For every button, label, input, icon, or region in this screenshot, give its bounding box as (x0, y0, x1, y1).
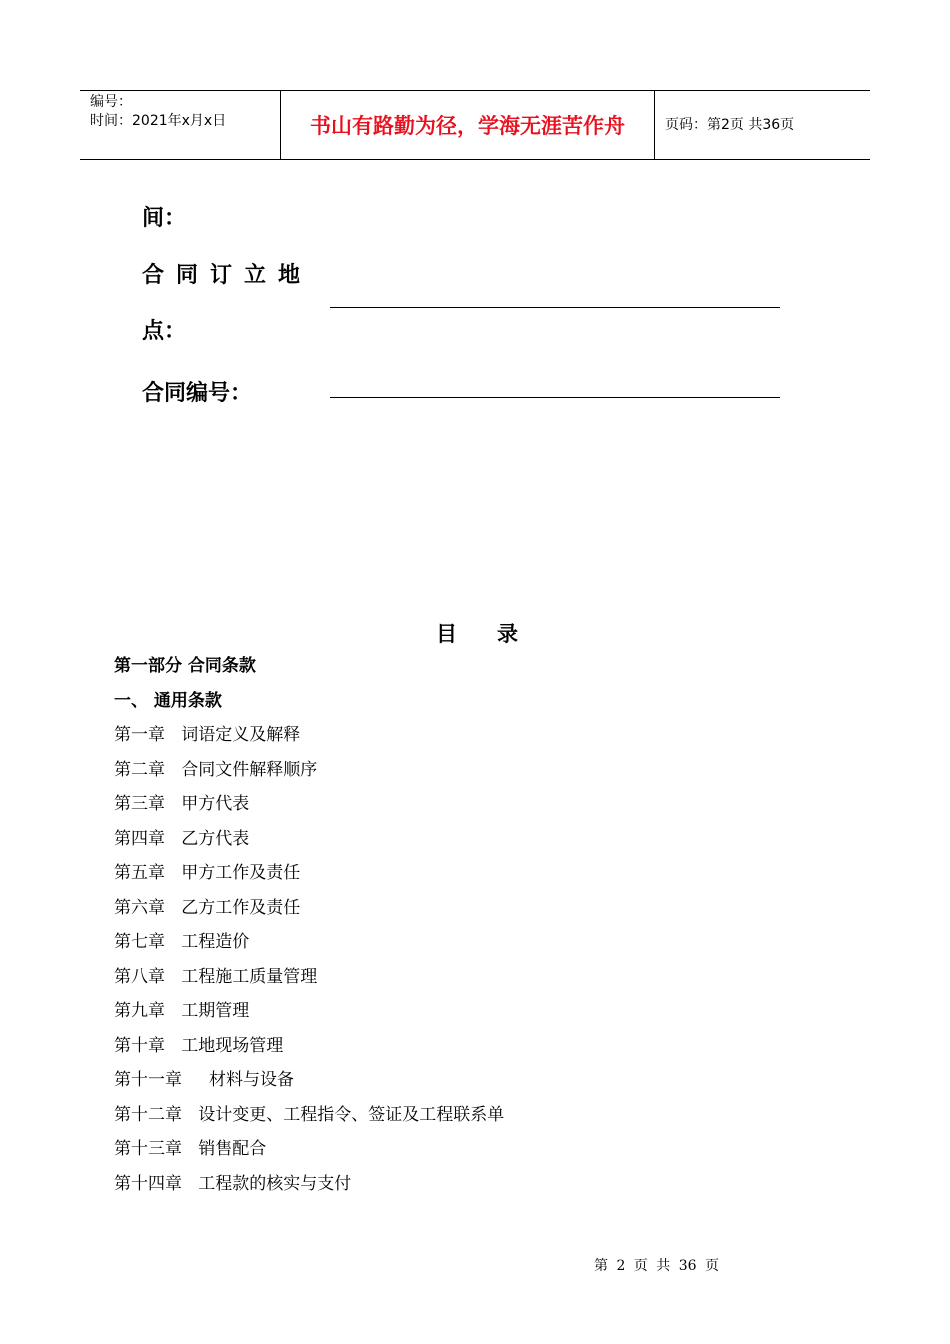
contract-number-underline (330, 397, 780, 398)
toc-chapter: 第一章 词语定义及解释 (114, 725, 301, 745)
header-motto: 书山有路勤为径，学海无涯苦作舟 (310, 113, 625, 138)
place-label-line1: 合同订立地 (142, 262, 313, 288)
place-label-line2: 点： (142, 318, 187, 344)
contract-number-label: 合同编号： (142, 380, 253, 406)
page-header (80, 90, 870, 160)
time-field-tail: 间： (142, 205, 187, 231)
toc-part-heading: 第一部分 合同条款 (114, 656, 256, 676)
header-right-cell (655, 91, 870, 159)
header-left-cell (80, 91, 281, 159)
toc-chapter: 第四章 乙方代表 (114, 829, 250, 849)
page-footer: 第 2 页 共 36 页 (594, 1258, 719, 1274)
toc-chapter: 第十四章 工程款的核实与支付 (114, 1174, 352, 1194)
toc-title: 目录 (436, 621, 558, 646)
toc-chapter: 第六章 乙方工作及责任 (114, 898, 301, 918)
toc-chapter: 第七章 工程造价 (114, 932, 250, 952)
place-underline (330, 307, 780, 308)
time-label: 时间：2021年x月x日 (90, 113, 227, 129)
toc-chapter: 第二章 合同文件解释顺序 (114, 760, 318, 780)
toc-chapter: 第三章 甲方代表 (114, 794, 250, 814)
toc-chapter: 第十一章 材料与设备 (114, 1070, 295, 1090)
toc-chapter: 第八章 工程施工质量管理 (114, 967, 318, 987)
toc-chapter: 第九章 工期管理 (114, 1001, 250, 1021)
toc-section-heading: 一、 通用条款 (114, 691, 222, 711)
header-middle-cell (281, 91, 655, 159)
toc-chapter: 第十三章 销售配合 (114, 1139, 267, 1159)
serial-label: 编号： (90, 94, 132, 110)
toc-chapter: 第五章 甲方工作及责任 (114, 863, 301, 883)
toc-chapter: 第十二章 设计变更、工程指令、签证及工程联系单 (114, 1105, 505, 1125)
header-page-info: 页码：第2页 共36页 (665, 117, 795, 133)
toc-chapter: 第十章 工地现场管理 (114, 1036, 284, 1056)
